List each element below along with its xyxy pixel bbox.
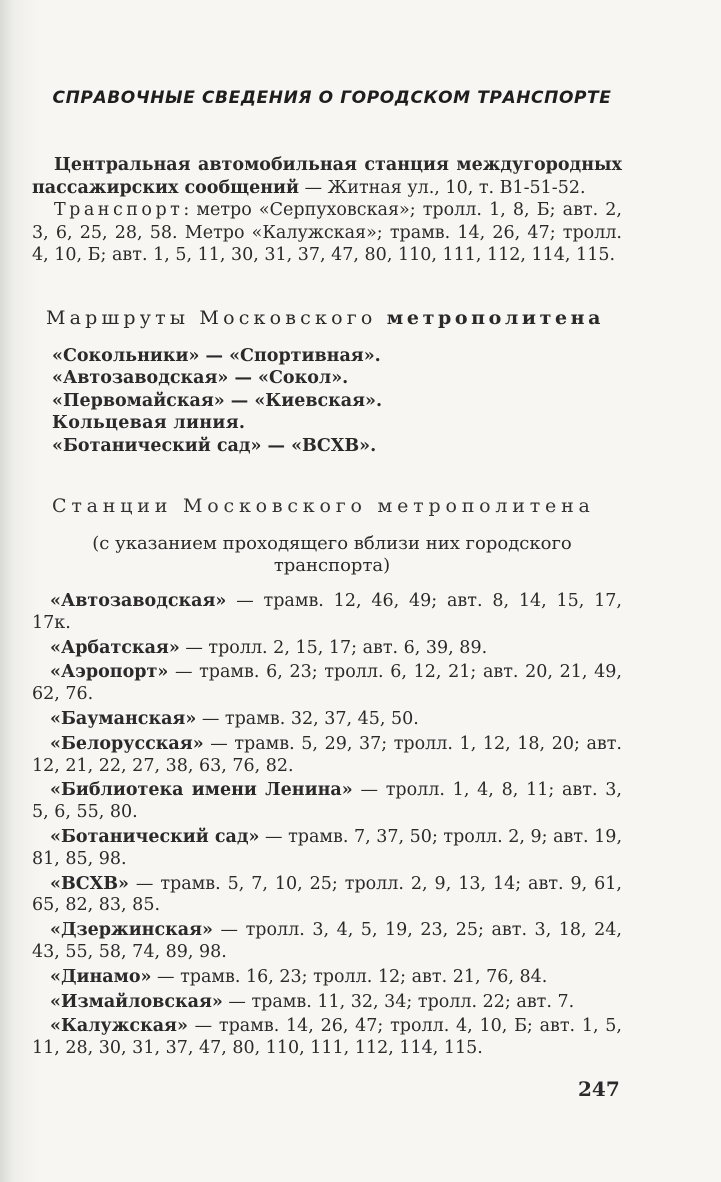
station-entry [32, 992, 622, 1014]
route-item: «Первомайская» — «Киевская». [52, 390, 383, 411]
transport-label: Транспорт [54, 200, 184, 220]
routes-heading-regular: Маршруты Московского [46, 306, 377, 329]
route-item: «Ботанический сад» — «ВСХВ». [52, 435, 377, 456]
route-item: Кольцевая линия. [52, 413, 246, 433]
routes-heading-bold: метрополитена [386, 306, 605, 329]
station-details: — трамв. 12, 46, 49; авт. 8, 14, 15, 17, 17к. [32, 591, 622, 633]
station-entry [32, 920, 622, 964]
station-details: — трамв. 32, 37, 45, 50. [196, 708, 419, 729]
station-details: — трамв. 11, 32, 34; тролл. 22; авт. 7. [222, 991, 575, 1012]
station-name: «Измайловская» [50, 991, 223, 1012]
station-details: — тролл. 2, 15, 17; авт. 6, 39, 89. [179, 637, 488, 658]
stations-heading: Станции Московского метрополитена [52, 495, 595, 517]
station-details: — трамв. 16, 23; тролл. 12; авт. 21, 76, 84. [151, 966, 548, 987]
routes-heading [46, 307, 622, 329]
station-name: «ВСХВ» [50, 873, 129, 894]
route-item: «Автозаводская» — «Сокол». [52, 368, 349, 388]
transport-text: : метро «Серпуховская»; тролл. 1, 8, Б; авт. 2, 3, 6, 25, 28, 58. Метро «Калужская»; трамв. 14, 26, 47; тролл. 4, 10, Б; авт. 1, 5, 11, 30, 31, 37, 47, 80, 110, 111, 112, 114, 115. [32, 200, 622, 265]
bus-station-entry [32, 154, 622, 267]
station-entry [32, 734, 622, 778]
station-entry [32, 1016, 622, 1060]
station-details: — трамв. 5, 7, 10, 25; тролл. 2, 9, 13, 14; авт. 9, 61, 65, 82, 83, 85. [32, 873, 622, 916]
station-entry [32, 662, 622, 706]
station-entry [32, 709, 622, 731]
station-details: — тролл. 1, 4, 8, 11; авт. 3, 5, 6, 55, 80. [32, 780, 622, 823]
station-name: «Белорусская» [50, 733, 204, 754]
station-name: «Библиотека имени Ленина» [50, 780, 353, 801]
route-item: «Сокольники» — «Спортивная». [52, 345, 381, 366]
running-head: СПРАВОЧНЫЕ СВЕДЕНИЯ О ГОРОДСКОМ ТРАНСПОРТЕ [52, 88, 612, 108]
station-details: — трамв. 5, 29, 37; тролл. 1, 12, 18, 20; авт. 12, 21, 22, 27, 38, 63, 76, 82. [32, 733, 622, 776]
station-name: «Калужская» [50, 1016, 188, 1037]
station-name: «Динамо» [50, 966, 152, 987]
station-name: «Автозаводская» [50, 591, 227, 611]
station-details: — трамв. 14, 26, 47; тролл. 4, 10, Б; авт. 1, 5, 11, 28, 30, 31, 37, 47, 80, 110, 111, 112, 114, 115. [32, 1016, 622, 1059]
station-entry [32, 780, 622, 824]
station-entry [32, 591, 622, 635]
page-content [32, 88, 622, 1063]
bus-station-address: — Житная ул., 10, т. В1-51-52. [299, 177, 586, 198]
station-name: «Аэропорт» [50, 662, 169, 683]
station-entry [32, 967, 622, 989]
station-name: «Дзержинская» [50, 920, 213, 941]
bus-station-title [32, 154, 622, 199]
stations-subheading: (с указанием проходящего вблизи них городского транспорта) [92, 533, 572, 576]
stations-list [32, 591, 622, 1060]
bus-station-transport [32, 199, 622, 267]
station-entry [32, 874, 622, 918]
station-name: «Арбатская» [50, 637, 180, 658]
page-number: 247 [578, 1077, 620, 1101]
station-entry [32, 638, 622, 660]
station-name: «Бауманская» [50, 708, 197, 729]
bus-station-title-text: Центральная автомобильная станция междугородных пассажирских сообщений [32, 155, 622, 198]
station-details: — трамв. 7, 37, 50; тролл. 2, 9; авт. 19, 81, 85, 98. [32, 826, 623, 869]
station-details: — трамв. 6, 23; тролл. 6, 12, 21; авт. 20, 21, 49, 62, 76. [32, 662, 622, 705]
station-details: — тролл. 3, 4, 5, 19, 23, 25; авт. 3, 18, 24, 43, 55, 58, 74, 89, 98. [32, 920, 622, 962]
routes-list [52, 345, 622, 458]
station-name: «Ботанический сад» [50, 826, 260, 847]
station-entry [32, 827, 622, 871]
